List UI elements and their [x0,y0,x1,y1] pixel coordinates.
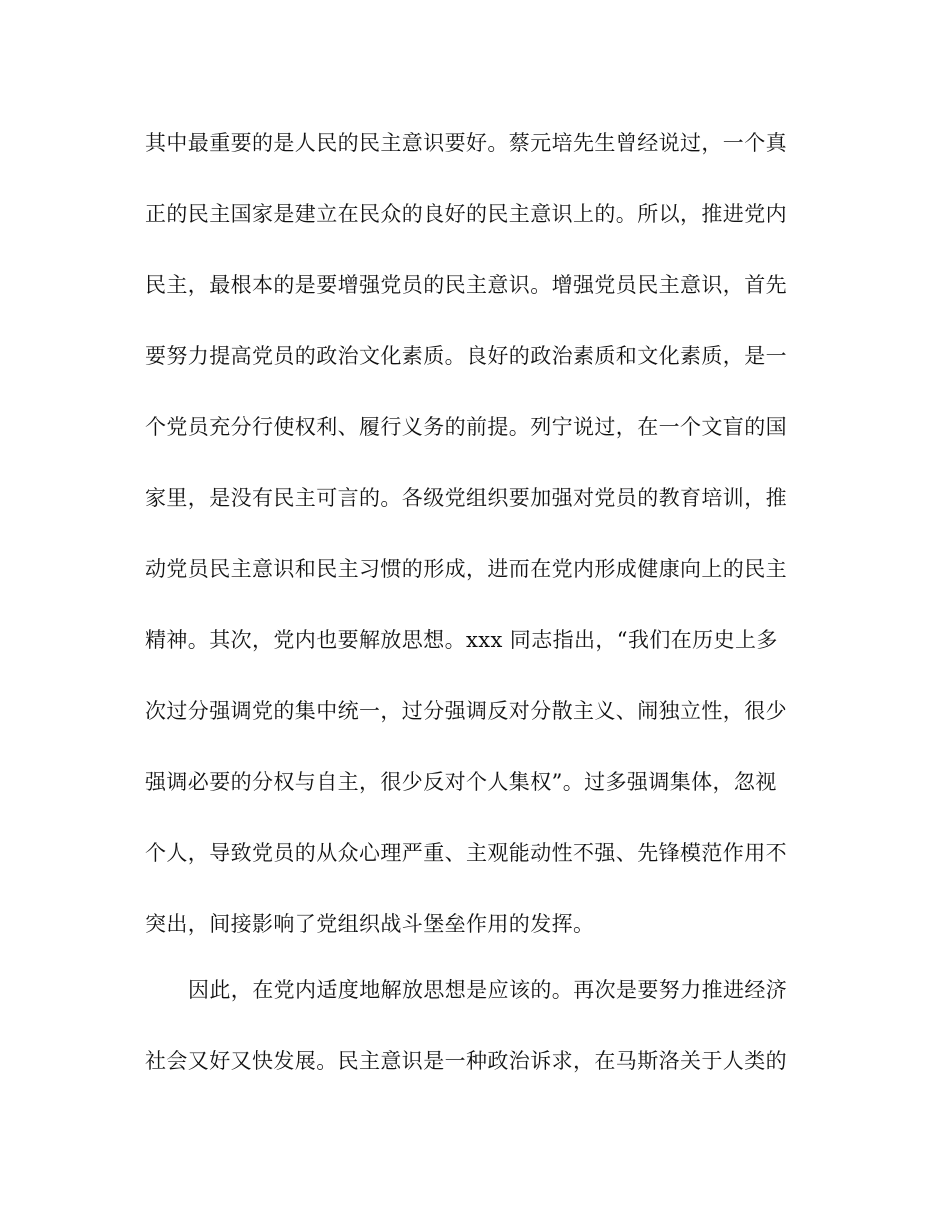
text-line: 次过分强调党的集中统一，过分强调反对分散主义、闹独立性，很少 [145,699,787,723]
text-line: 社会又好又快发展。民主意识是一种政治诉求，在马斯洛关于人类的 [145,1049,787,1073]
text-line: 其中最重要的是人民的民主意识要好。蔡元培先生曾经说过，一个真 [145,131,787,155]
text-line: 强调必要的分权与自主，很少反对个人集权”。过多强调集体，忽视 [145,770,777,794]
text-line: 要努力提高党员的政治文化素质。良好的政治素质和文化素质，是一 [145,344,787,368]
text-line: 突出，间接影响了党组织战斗堡垒作用的发挥。 [145,912,595,936]
text-line: 个人，导致党员的从众心理严重、主观能动性不强、先锋模范作用不 [145,841,787,865]
text-line: 精神。其次，党内也要解放思想。xxx 同志指出，“我们在历史上多 [145,628,778,652]
text-line: 家里，是没有民主可言的。各级党组织要加强对党员的教育培训，推 [145,486,787,510]
text-line: 动党员民主意识和民主习惯的形成，进而在党内形成健康向上的民主 [145,557,787,581]
text-line: 正的民主国家是建立在民众的良好的民主意识上的。所以，推进党内 [145,202,787,226]
text-line: 个党员充分行使权利、履行义务的前提。列宁说过，在一个文盲的国 [145,415,787,439]
paragraph-first-line: 因此，在党内适度地解放思想是应该的。再次是要努力推进经济 [188,978,788,1002]
text-line: 民主，最根本的是要增强党员的民主意识。增强党员民主意识，首先 [145,273,787,297]
